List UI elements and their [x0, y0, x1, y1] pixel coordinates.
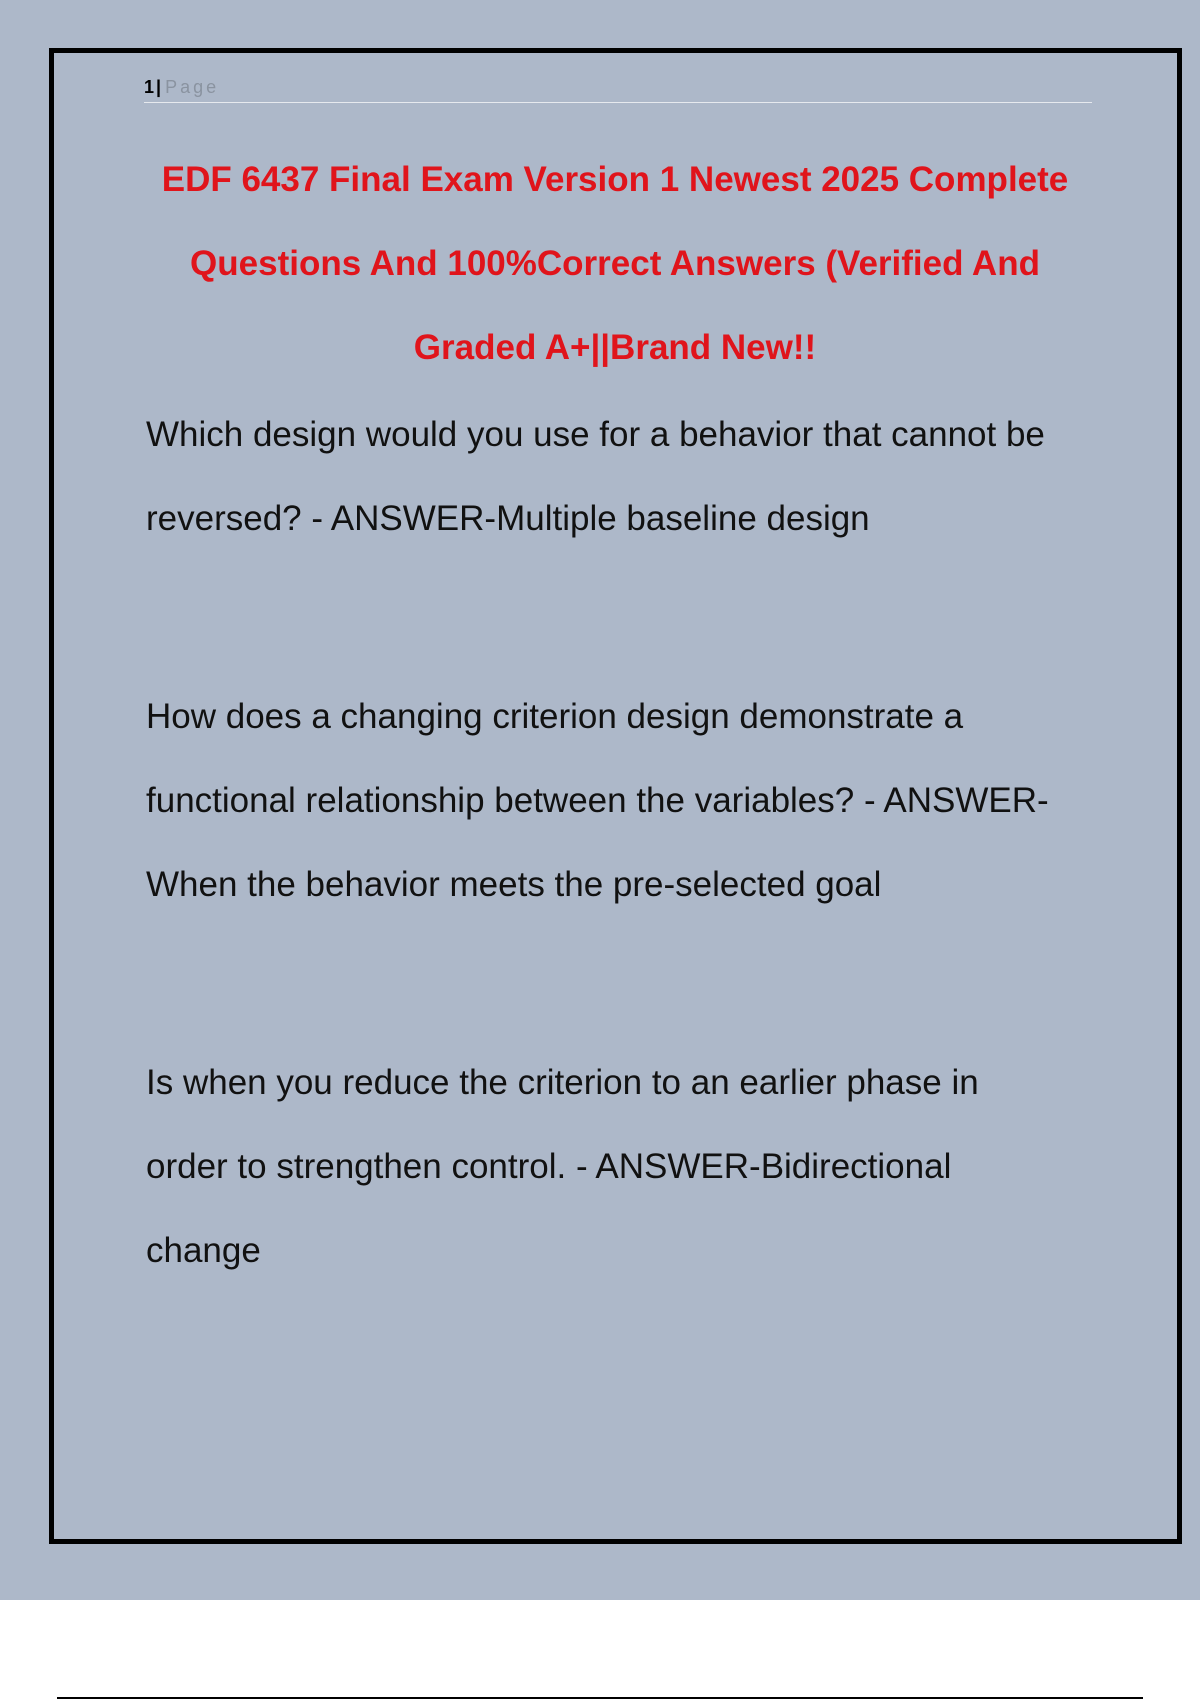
- qa-line: Which design would you use for a behavior that cannot be: [146, 415, 1045, 454]
- qa-line: How does a changing criterion design demonstrate a: [146, 697, 964, 736]
- question-answer-3: [146, 1041, 1096, 1293]
- qa-line: functional relationship between the variables? - ANSWER-: [146, 781, 1049, 820]
- question-answer-1: [146, 393, 1096, 561]
- page-header: [144, 74, 1092, 103]
- qa-line: order to strengthen control. - ANSWER-Bidirectional: [146, 1147, 952, 1186]
- qa-line: change: [146, 1231, 261, 1270]
- title-line: Graded A+||Brand New!!: [413, 328, 817, 367]
- title-line: EDF 6437 Final Exam Version 1 Newest 2025 Complete: [161, 160, 1069, 199]
- question-answer-2: [146, 675, 1096, 927]
- document-title: [130, 138, 1100, 390]
- footer-divider: [57, 1697, 1143, 1699]
- qa-line: Is when you reduce the criterion to an earlier phase in: [146, 1063, 979, 1102]
- page-label: Page: [165, 77, 220, 97]
- page-number: 1: [144, 77, 155, 97]
- qa-line: When the behavior meets the pre-selected goal: [146, 865, 882, 904]
- qa-line: reversed? - ANSWER-Multiple baseline design: [146, 499, 870, 538]
- page-separator: |: [156, 77, 162, 97]
- title-line: Questions And 100%Correct Answers (Verified And: [190, 244, 1040, 283]
